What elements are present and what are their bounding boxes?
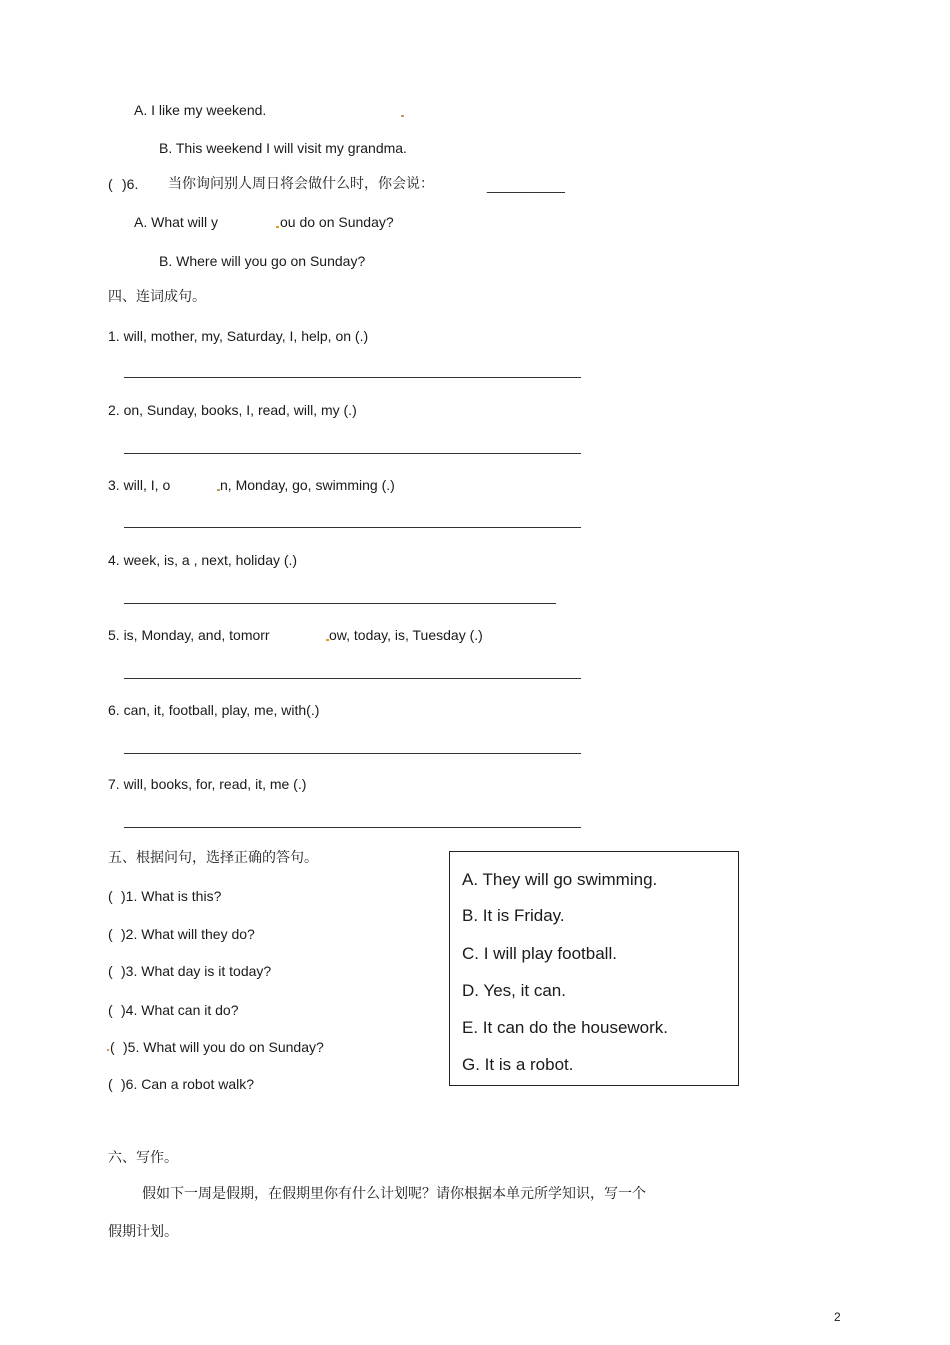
sentence-item-4: 4. week, is, a , next, holiday (.): [108, 552, 298, 568]
writing-prompt-line2: 假期计划。: [108, 1224, 178, 1240]
scan-mark: [107, 1049, 109, 1051]
answer-blank-q6[interactable]: __________: [487, 177, 565, 193]
answer-line-2[interactable]: [124, 453, 581, 454]
sentence-item-2: 2. on, Sunday, books, I, read, will, my (.): [108, 402, 357, 418]
answer-option-c: C. I will play football.: [462, 944, 617, 963]
option-a-q5: A. I like my weekend.: [134, 102, 267, 118]
sentence-item-5-part2: ow, today, is, Tuesday (.): [329, 627, 483, 643]
question-prompt-q6: 当你询问别人周日将会做什么时，你会说：: [168, 176, 434, 192]
option-a-q6-part1: A. What will y: [134, 214, 219, 230]
option-b-q6: B. Where will you go on Sunday?: [159, 253, 366, 269]
sentence-item-1: 1. will, mother, my, Saturday, I, help, on (.): [108, 328, 369, 344]
match-question-1: )1. What is this?: [121, 888, 222, 904]
section-title-4: 四、连词成句。: [108, 289, 206, 305]
writing-prompt-line1: 假如下一周是假期，在假期里你有什么计划呢？请你根据本单元所学知识，写一个: [142, 1186, 646, 1202]
option-a-q6-part2: ou do on Sunday?: [280, 214, 394, 230]
answer-paren-5-4[interactable]: (: [108, 1002, 113, 1018]
answer-paren-q6: (: [108, 176, 113, 192]
sentence-item-3-part1: 3. will, I, o: [108, 477, 171, 493]
answer-line-1[interactable]: [124, 377, 581, 378]
answer-line-7[interactable]: [124, 827, 581, 828]
answer-paren-5-1[interactable]: (: [108, 888, 113, 904]
answer-option-g: G. It is a robot.: [462, 1055, 574, 1074]
match-question-5: )5. What will you do on Sunday?: [123, 1039, 324, 1055]
match-question-6: )6. Can a robot walk?: [121, 1076, 255, 1092]
scan-mark: [401, 115, 404, 117]
answer-option-d: D. Yes, it can.: [462, 981, 566, 1000]
match-question-4: )4. What can it do?: [121, 1002, 239, 1018]
answer-line-3[interactable]: [124, 527, 581, 528]
answer-paren-5-3[interactable]: (: [108, 963, 113, 979]
answer-option-b: B. It is Friday.: [462, 906, 565, 925]
answer-line-5[interactable]: [124, 678, 581, 679]
sentence-item-5-part1: 5. is, Monday, and, tomorr: [108, 627, 270, 643]
sentence-item-6: 6. can, it, football, play, me, with(.): [108, 702, 320, 718]
sentence-item-7: 7. will, books, for, read, it, me (.): [108, 776, 307, 792]
option-b-q5: B. This weekend I will visit my grandma.: [159, 140, 407, 156]
section-title-6: 六、写作。: [108, 1150, 178, 1166]
answer-option-e: E. It can do the housework.: [462, 1018, 669, 1037]
answer-line-6[interactable]: [124, 753, 581, 754]
match-question-2: )2. What will they do?: [121, 926, 255, 942]
page-number: 2: [834, 1310, 841, 1324]
answer-paren-5-2[interactable]: (: [108, 926, 113, 942]
match-question-3: )3. What day is it today?: [121, 963, 272, 979]
scan-mark: [276, 226, 279, 228]
question-number-q6: )6.: [122, 176, 139, 192]
answer-options-box: [449, 851, 739, 1086]
answer-line-4[interactable]: [124, 603, 556, 604]
section-title-5: 五、根据问句，选择正确的答句。: [108, 850, 318, 866]
sentence-item-3-part2: n, Monday, go, swimming (.): [220, 477, 395, 493]
answer-option-a: A. They will go swimming.: [462, 870, 658, 889]
answer-paren-5-6[interactable]: (: [108, 1076, 113, 1092]
answer-paren-5-5[interactable]: (: [110, 1039, 115, 1055]
